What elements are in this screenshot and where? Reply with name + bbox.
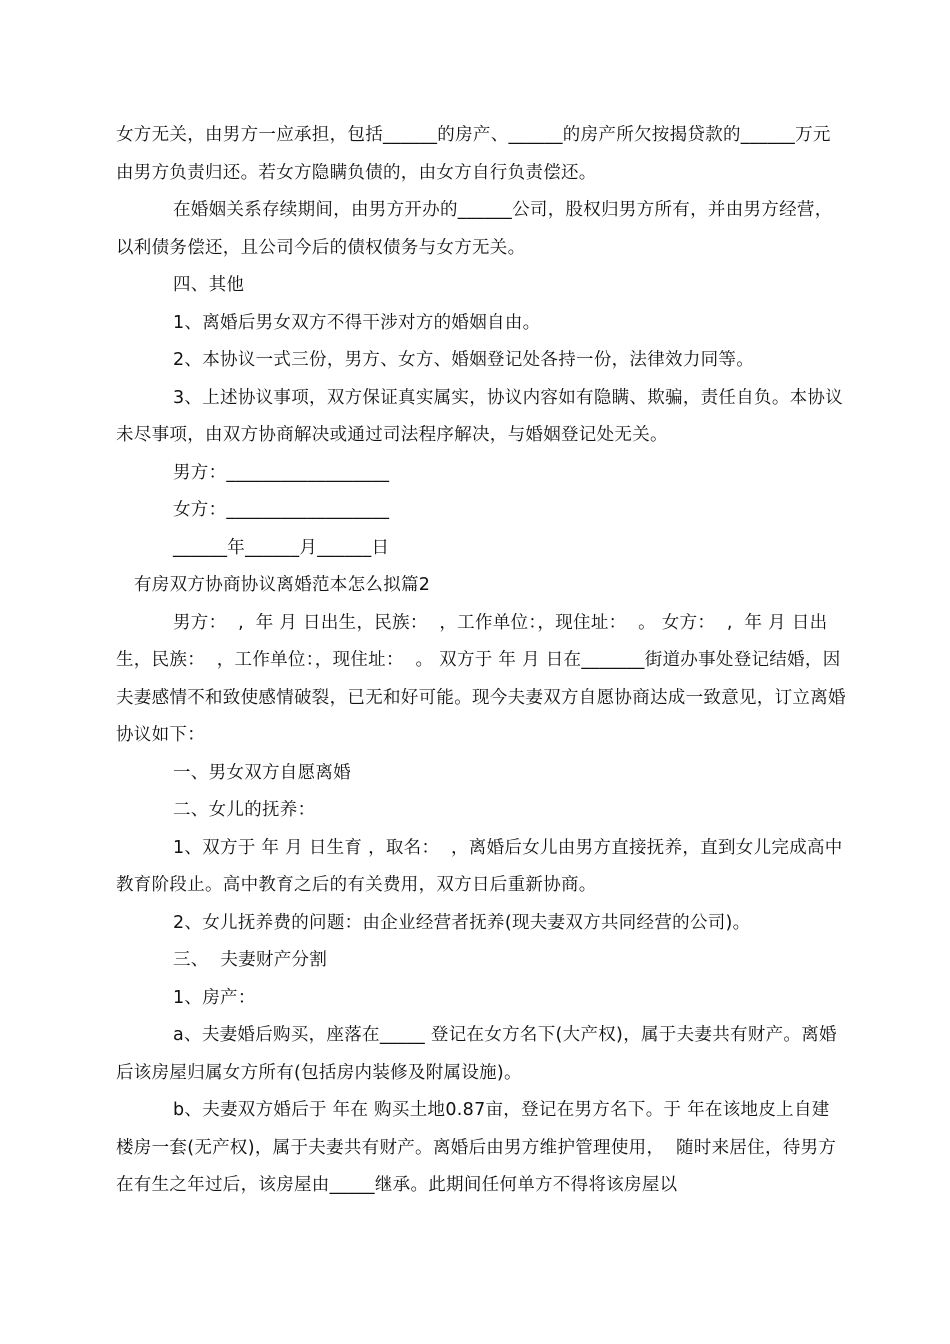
paragraph-company-ownership: 在婚姻关系存续期间，由男方开办的______公司，股权归男方所有，并由男方经营，以利债务偿还，且公司今后的债权债务与女方无关。 <box>116 200 833 258</box>
clause-property-a: a、夫妻婚后购买，座落在_____ 登记在女方名下(大产权)，属于夫妻共有财产。离婚后该房屋归属女方所有(包括房内装修及附属设施)。 <box>116 1025 837 1083</box>
signature-date: ______年______月______日 <box>173 537 390 558</box>
section-heading-custody: 二、女儿的抚养： <box>173 800 316 820</box>
section-heading-divorce: 一、男女双方自愿离婚 <box>173 762 351 783</box>
paragraph-parties: 男方： , 年 月 日出生，民族： ，工作单位：，现住址： 。 女方： , 年 月 日出生，民族： ，工作单位：，现住址： 。 双方于 年 月 日在_______街道办事处登记结婚，因夫妻感情不和致使感情破裂，已无和好可能。现今夫妻双方自愿协商达成一致意见，订立离婚协议如下： <box>116 612 846 745</box>
signature-male: 男方：__________________ <box>173 462 390 483</box>
clause-truthfulness: 3、上述协议事项，双方保证真实属实，协议内容如有隐瞒、欺骗，责任自负。本协议未尽事项，由双方协商解决或通过司法程序解决，与婚姻登记处无关。 <box>116 387 844 445</box>
clause-marriage-freedom: 1、离婚后男女双方不得干涉对方的婚姻自由。 <box>173 312 541 333</box>
section-heading-other: 四、其他 <box>173 275 245 295</box>
clause-property-b: b、夫妻双方婚后于 年在 购买土地0.87亩，登记在男方名下。于 年在该地皮上自建楼房一套(无产权)，属于夫妻共有财产。离婚后由男方维护管理使用， 随时来居住，待男方在有生之年过后，该房屋由_____继承。此期间任何单方不得将该房屋以 <box>116 1100 837 1195</box>
clause-copies: 2、本协议一式三份，男方、女方、婚姻登记处各持一份，法律效力同等。 <box>173 350 755 370</box>
section-heading-property: 三、 夫妻财产分割 <box>173 950 328 970</box>
article-title-2: 有房双方协商协议离婚范本怎么拟篇2 <box>134 575 431 595</box>
signature-female: 女方：__________________ <box>173 500 390 520</box>
clause-child-support: 2、女儿抚养费的问题：由企业经营者抚养(现夫妻双方共同经营的公司)。 <box>173 912 751 933</box>
paragraph-debt-continuation: 女方无关，由男方一应承担，包括______的房产、______的房产所欠按揭贷款的______万元由男方负责归还。若女方隐瞒负债的，由女方自行负责偿还。 <box>116 125 831 183</box>
subheading-real-estate: 1、房产： <box>173 987 256 1008</box>
clause-custody: 1、双方于 年 月 日生育 ，取名： ，离婚后女儿由男方直接抚养，直到女儿完成高中教育阶段止。高中教育之后的有关费用，双方日后重新协商。 <box>116 837 843 895</box>
document-body <box>116 117 846 1205</box>
